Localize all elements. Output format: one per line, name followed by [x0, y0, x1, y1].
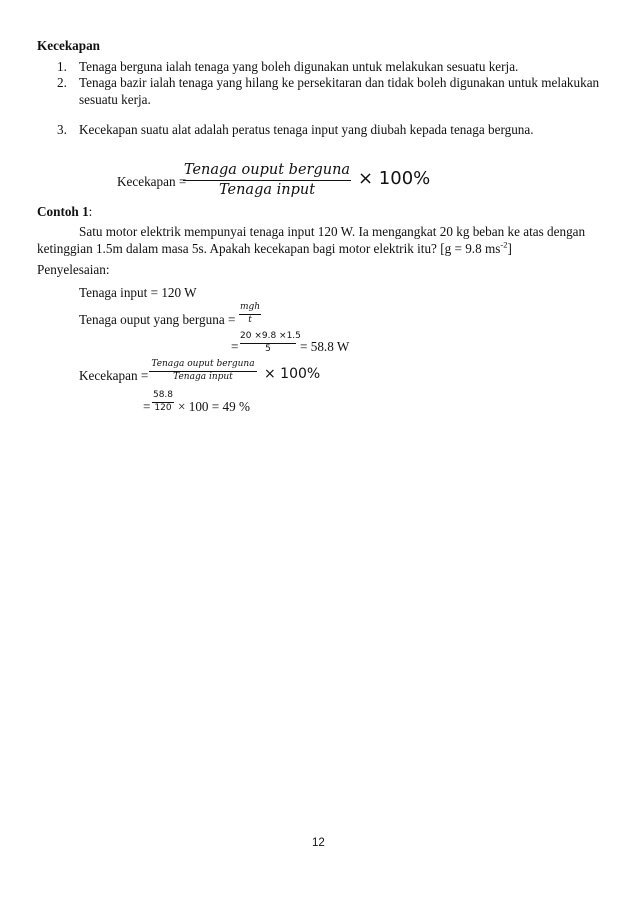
mgh-fraction: mgh t: [239, 302, 261, 325]
example-title: Contoh 1:: [37, 204, 93, 219]
problem-line2: ketinggian 1.5m dalam masa 5s. Apakah kecekapan bagi motor elektrik itu? [g = 9.8 $ms^{-2}$]: [37, 239, 512, 256]
page-heading: Kecekapan: [37, 38, 101, 53]
page-number: 12: [312, 837, 325, 849]
formula-fraction: Tenaga ouput berguna Tenaga input: [183, 162, 351, 198]
eff-fraction: Tenaga ouput berguna Tenaga input: [149, 359, 257, 383]
final-fraction: 58.8 120: [152, 390, 174, 413]
calc-fraction: 20 ×9.8 ×1.5 5: [240, 331, 301, 354]
